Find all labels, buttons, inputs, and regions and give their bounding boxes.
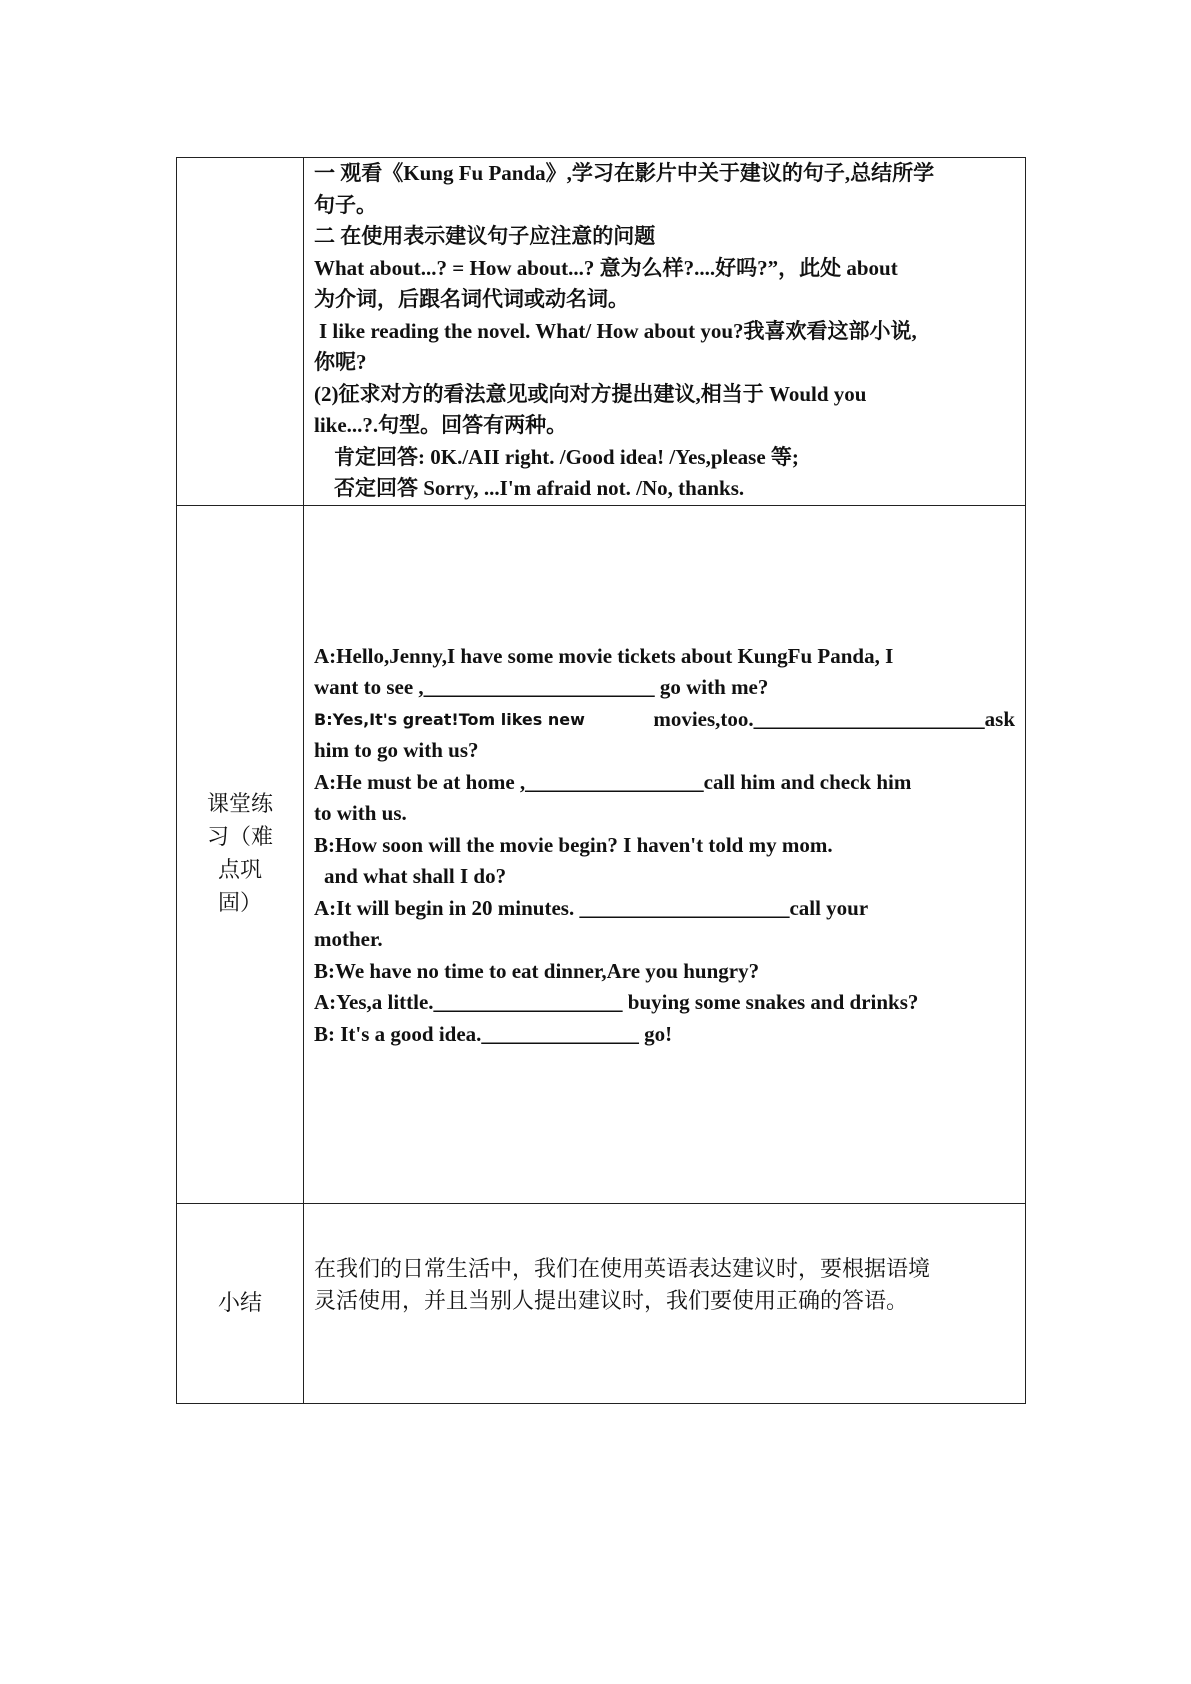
- notes-line: (2)征求对方的看法意见或向对方提出建议,相当于 Would you: [314, 381, 867, 406]
- notes-line: 你呢?: [314, 350, 367, 374]
- notes-line: 一 观看《Kung Fu Panda》,学习在影片中关于建议的句子,总结所学: [314, 161, 935, 185]
- practice-content-cell: [304, 505, 1026, 1203]
- notes-line: 为介词，后跟名词代词或动名词。: [314, 287, 629, 311]
- summary-line: 在我们的日常生活中，我们在使用英语表达建议时，要根据语境: [314, 1256, 931, 1282]
- exercise-line: want to see ,______________________ go with me?: [314, 675, 769, 699]
- notes-line: 句子。: [314, 192, 377, 217]
- notes-line: I like reading the novel. What/ How about you?我喜欢看这部小说,: [319, 318, 917, 343]
- row-label-practice: [177, 505, 304, 1203]
- table-row-notes: [177, 158, 1026, 506]
- exercise-line: A:It will begin in 20 minutes. ____________________call your: [314, 895, 869, 920]
- notes-line: What about...? = How about...? 意为么样?....好吗?”，此处 about: [314, 255, 898, 280]
- notes-line: 二 在使用表示建议句子应注意的问题: [314, 224, 656, 248]
- exercise-line-part: B:Yes,It's great!Tom likes new: [314, 709, 585, 729]
- table-row-summary: [177, 1203, 1026, 1403]
- exercise-line: to with us.: [314, 801, 407, 825]
- exercise-line: A:Yes,a little.__________________ buying some snakes and drinks?: [314, 990, 919, 1014]
- summary-content-cell: [304, 1203, 1026, 1403]
- notes-line: 否定回答 Sorry, ...I'm afraid not. /No, thanks.: [334, 476, 745, 500]
- exercise-line: A:Hello,Jenny,I have some movie tickets about KungFu Panda, I: [314, 643, 894, 668]
- notes-line: like...?.句型。回答有两种。: [314, 413, 568, 437]
- notes-line: 肯定回答: 0K./AII right. /Good idea! /Yes,please 等;: [334, 444, 799, 469]
- exercise-line: B:How soon will the movie begin? I haven't told my mom.: [314, 832, 833, 857]
- summary-line: 灵活使用，并且当别人提出建议时，我们要使用正确的答语。: [314, 1288, 909, 1314]
- exercise-line: [314, 704, 1015, 736]
- notes-content-cell: [304, 158, 1026, 506]
- row-label-empty: [177, 158, 304, 506]
- row-label-summary: 小结: [177, 1203, 304, 1403]
- exercise-line: him to go with us?: [314, 738, 479, 762]
- practice-label-text: 课堂练习（难点巩固）: [206, 792, 273, 916]
- exercise-line: A:He must be at home ,_________________call him and check him: [314, 769, 912, 794]
- exercise-line: B:We have no time to eat dinner,Are you hungry?: [314, 958, 760, 983]
- table-row-practice: [177, 505, 1026, 1203]
- lesson-plan-table: [176, 157, 1026, 1404]
- exercise-line: and what shall I do?: [324, 864, 507, 888]
- exercise-line-part: movies,too.______________________ask: [653, 706, 1015, 731]
- exercise-line: B: It's a good idea._______________ go!: [314, 1021, 673, 1046]
- exercise-line: mother.: [314, 927, 383, 951]
